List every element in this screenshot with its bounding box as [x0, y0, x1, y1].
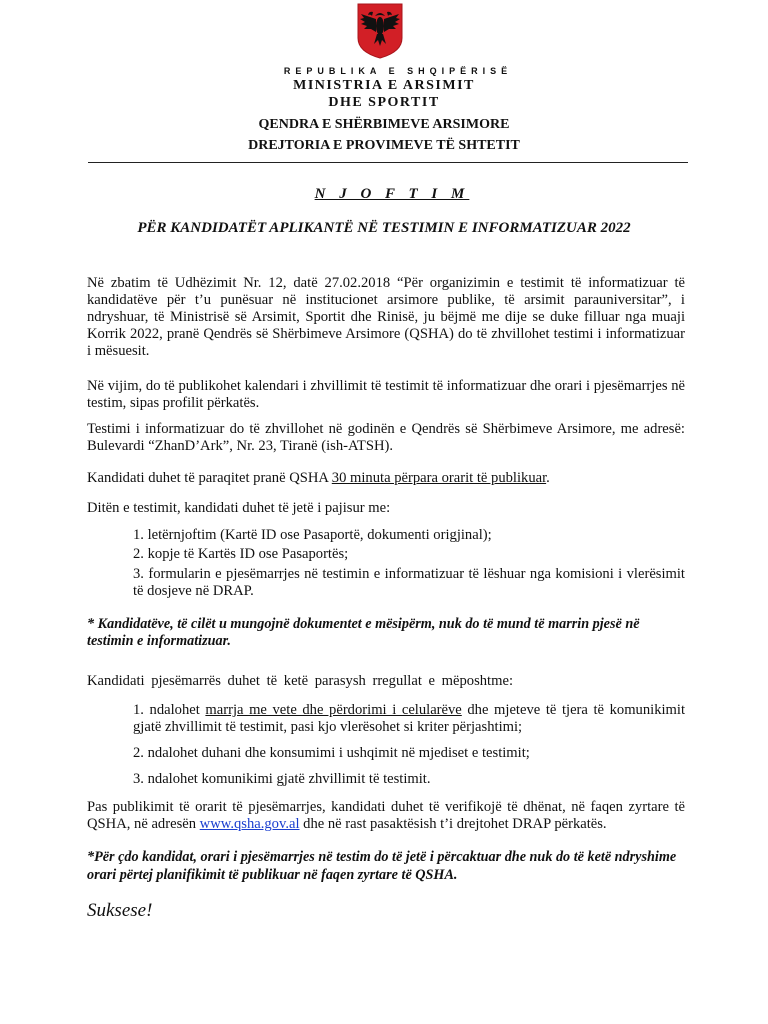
- ministry-name-line2: DHE SPORTIT: [328, 95, 440, 110]
- documents-warning: * Kandidatëve, të cilët u mungojnë dokumentet e mësipërm, nuk do të mund të marrin pjesë në testimin e informatizuar.: [87, 616, 640, 649]
- paragraph-equipment: [87, 500, 685, 517]
- arrival-text-after: .: [546, 470, 550, 486]
- notice-title-text: N J O F T I M: [314, 186, 470, 202]
- verification-before: Pas publikimit të orarit të pjesëmarrjes, kandidati duhet të verifikojë të dhënat, në faqen zyrtare të QSHA, në adresën: [87, 799, 685, 832]
- rule-1-prefix: 1. ndalohet: [133, 702, 206, 718]
- paragraph-location: [87, 421, 685, 455]
- final-note: *Për çdo kandidat, orari i pjesëmarrjes në testim do të jetë i përcaktuar dhe nuk do të ketë ndryshime orari përtej planifikimit të publikuar në faqen zyrtare të QSHA.: [87, 849, 677, 883]
- rule-1-rest: dhe mjeteve të tjera të komunikimit gjatë zhvillimit të testimit, pasi kjo vlerësohet si kriter përjashtimi;: [133, 702, 686, 735]
- rule-item-communication: 3. ndalohet komunikimi gjatë zhvillimit të testimit.: [133, 771, 431, 787]
- closing-text: Suksese!: [87, 900, 153, 921]
- rules-intro: Kandidati pjesëmarrës duhet të ketë parasysh rregullat e mëposhtme:: [87, 673, 513, 689]
- paragraph-intro: [87, 275, 685, 360]
- republic-name: REPUBLIKA E SHQIPËRISË: [283, 66, 513, 76]
- paragraph-calendar: [87, 378, 685, 412]
- ministry-name-line1: MINISTRIA E ARSIMIT: [293, 78, 475, 93]
- paragraph-calendar-text: Në vijim, do të publikohet kalendari i zhvillimit të testimit të informatizuar dhe orari i pjesëmarrjes në testim, sipas profilit përkatës.: [87, 378, 685, 411]
- albanian-eagle-emblem-icon: [355, 2, 405, 60]
- paragraph-equipment-text: Ditën e testimit, kandidati duhet të jetë i pajisur me:: [87, 500, 391, 516]
- list-item: 1. letërnjoftim (Kartë ID ose Pasaportë, dokumenti origjinal);: [133, 527, 492, 543]
- paragraph-intro-text: Në zbatim të Udhëzimit Nr. 12, datë 27.02.2018 “Për organizimin e testimit të informatizuar të kandidatëve për t’u punësuar në institucionet arsimore publike, të arsimit parauniversitar”, i ndryshuar, të Ministrisë së Arsimit, Sportit dhe Rinisë, ju bëjmë me dije se duke filluar nga muaji Korrik 2022, pranë Qendrës së Shërbimeve Arsimore (QSHA) do të zhvillohet testimi i informatizuar i mësuesit.: [87, 275, 685, 359]
- header-divider: [88, 162, 688, 163]
- notice-subtitle: PËR KANDIDATËT APLIKANTË NË TESTIMIN E INFORMATIZUAR 2022: [137, 220, 631, 236]
- arrival-text-before: Kandidati duhet të paraqitet pranë QSHA: [87, 470, 332, 486]
- paragraph-arrival: [87, 470, 685, 487]
- rule-item-smoking: 2. ndalohet duhani dhe konsumimi i ushqimit në mjediset e testimit;: [133, 745, 530, 761]
- rule-item-phones: [133, 702, 685, 736]
- verification-after: dhe në rast pasaktësish t’i drejtohet DRAP përkatës.: [299, 816, 607, 832]
- qsha-website-link[interactable]: www.qsha.gov.al: [199, 816, 300, 832]
- arrival-time-underlined: 30 minuta përpara orarit të publikuar: [331, 470, 547, 486]
- notice-title: [0, 186, 768, 203]
- directorate-name: DREJTORIA E PROVIMEVE TË SHTETIT: [248, 138, 520, 153]
- rule-1-underlined: marrja me vete dhe përdorimi i celularëve: [205, 702, 462, 718]
- list-item: 3. formularin e pjesëmarrjes në testimin e informatizuar të lëshuar nga komisioni i vlerësimit të dosjeve në DRAP.: [133, 566, 685, 599]
- paragraph-verification: [87, 799, 685, 833]
- list-item: 2. kopje të Kartës ID ose Pasaportës;: [133, 546, 349, 562]
- paragraph-location-text: Testimi i informatizuar do të zhvillohet në godinën e Qendrës së Shërbimeve Arsimore, me adresë: Bulevardi “ZhanD’Ark”, Nr. 23, Tiranë (ish-ATSH).: [87, 421, 685, 454]
- center-name: QENDRA E SHËRBIMEVE ARSIMORE: [258, 117, 510, 132]
